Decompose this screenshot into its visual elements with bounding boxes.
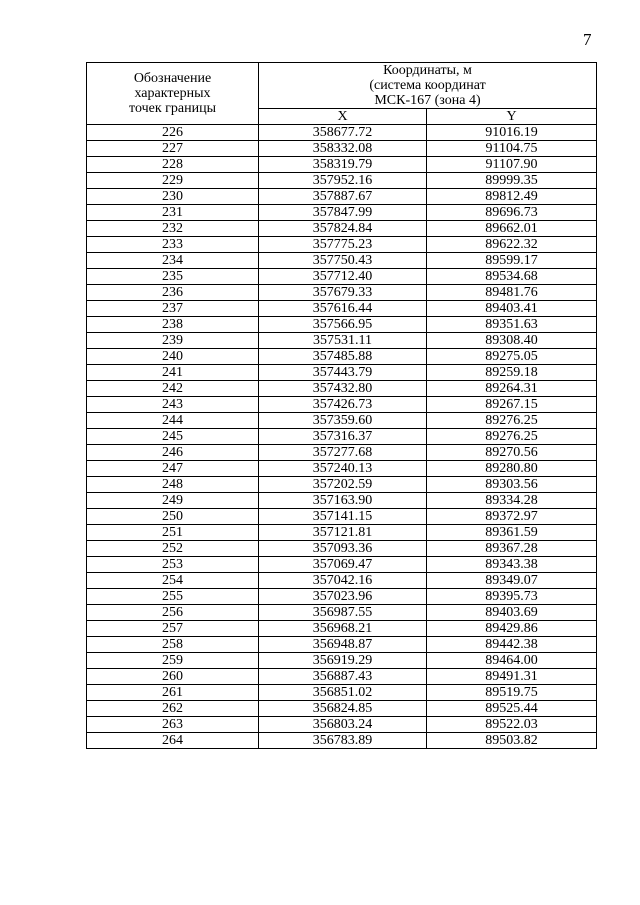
point-cell: 257 (87, 621, 259, 637)
y-cell: 91104.75 (427, 141, 597, 157)
x-cell: 357952.16 (259, 173, 427, 189)
table-row (87, 173, 597, 189)
point-cell: 232 (87, 221, 259, 237)
x-cell: 357141.15 (259, 509, 427, 525)
x-cell: 357566.95 (259, 317, 427, 333)
table-row (87, 685, 597, 701)
point-cell: 261 (87, 685, 259, 701)
y-cell: 89429.86 (427, 621, 597, 637)
table-row (87, 205, 597, 221)
x-cell: 356887.43 (259, 669, 427, 685)
y-cell: 91016.19 (427, 125, 597, 141)
x-cell: 357887.67 (259, 189, 427, 205)
x-cell: 357316.37 (259, 429, 427, 445)
point-cell: 238 (87, 317, 259, 333)
table-row (87, 717, 597, 733)
y-cell: 89522.03 (427, 717, 597, 733)
table-row (87, 589, 597, 605)
point-cell: 245 (87, 429, 259, 445)
table-body (87, 125, 597, 749)
point-cell: 236 (87, 285, 259, 301)
y-cell: 89491.31 (427, 669, 597, 685)
y-cell: 89662.01 (427, 221, 597, 237)
table-row (87, 669, 597, 685)
x-cell: 357847.99 (259, 205, 427, 221)
x-cell: 356824.85 (259, 701, 427, 717)
point-cell: 230 (87, 189, 259, 205)
y-cell: 89534.68 (427, 269, 597, 285)
y-cell: 89343.38 (427, 557, 597, 573)
point-cell: 250 (87, 509, 259, 525)
table-row (87, 429, 597, 445)
table-row (87, 397, 597, 413)
point-cell: 260 (87, 669, 259, 685)
table-row (87, 525, 597, 541)
x-cell: 356851.02 (259, 685, 427, 701)
coords-header-line: Координаты, м (383, 63, 472, 78)
point-cell: 253 (87, 557, 259, 573)
table-row (87, 333, 597, 349)
point-cell: 263 (87, 717, 259, 733)
point-cell: 229 (87, 173, 259, 189)
table-row (87, 493, 597, 509)
table-row (87, 365, 597, 381)
y-cell: 89599.17 (427, 253, 597, 269)
table-row (87, 733, 597, 749)
table-row (87, 125, 597, 141)
x-cell: 357277.68 (259, 445, 427, 461)
point-cell: 246 (87, 445, 259, 461)
x-cell: 358319.79 (259, 157, 427, 173)
y-cell: 89403.41 (427, 301, 597, 317)
x-cell: 357824.84 (259, 221, 427, 237)
x-cell: 356783.89 (259, 733, 427, 749)
y-cell: 89367.28 (427, 541, 597, 557)
table-row (87, 509, 597, 525)
point-cell: 235 (87, 269, 259, 285)
point-cell: 234 (87, 253, 259, 269)
point-cell: 242 (87, 381, 259, 397)
x-cell: 356968.21 (259, 621, 427, 637)
point-cell: 233 (87, 237, 259, 253)
x-cell: 357485.88 (259, 349, 427, 365)
table-row (87, 461, 597, 477)
table-row (87, 573, 597, 589)
y-cell: 89442.38 (427, 637, 597, 653)
table-row (87, 189, 597, 205)
table-row (87, 141, 597, 157)
table-row (87, 381, 597, 397)
point-cell: 255 (87, 589, 259, 605)
x-cell: 357775.23 (259, 237, 427, 253)
x-column-header: X (259, 109, 427, 125)
point-cell: 241 (87, 365, 259, 381)
x-cell: 357426.73 (259, 397, 427, 413)
point-cell: 228 (87, 157, 259, 173)
coordinates-table (86, 62, 597, 749)
table-row (87, 413, 597, 429)
point-cell: 237 (87, 301, 259, 317)
y-cell: 89270.56 (427, 445, 597, 461)
table-row (87, 605, 597, 621)
point-cell: 259 (87, 653, 259, 669)
y-cell: 89696.73 (427, 205, 597, 221)
x-cell: 357121.81 (259, 525, 427, 541)
y-cell: 91107.90 (427, 157, 597, 173)
table-row (87, 621, 597, 637)
y-cell: 89481.76 (427, 285, 597, 301)
y-cell: 89264.31 (427, 381, 597, 397)
x-cell: 357163.90 (259, 493, 427, 509)
coordinates-header (259, 63, 597, 109)
point-cell: 254 (87, 573, 259, 589)
y-cell: 89280.80 (427, 461, 597, 477)
y-cell: 89525.44 (427, 701, 597, 717)
page-number: 7 (583, 30, 592, 49)
point-header-line: характерных (134, 86, 211, 101)
x-cell: 357750.43 (259, 253, 427, 269)
x-cell: 357616.44 (259, 301, 427, 317)
table-row (87, 557, 597, 573)
y-cell: 89403.69 (427, 605, 597, 621)
y-cell: 89372.97 (427, 509, 597, 525)
y-column-header: Y (427, 109, 597, 125)
y-cell: 89519.75 (427, 685, 597, 701)
y-cell: 89361.59 (427, 525, 597, 541)
y-cell: 89812.49 (427, 189, 597, 205)
x-cell: 356987.55 (259, 605, 427, 621)
x-cell: 357531.11 (259, 333, 427, 349)
x-cell: 357443.79 (259, 365, 427, 381)
y-cell: 89308.40 (427, 333, 597, 349)
y-cell: 89349.07 (427, 573, 597, 589)
table-row (87, 157, 597, 173)
table-row (87, 701, 597, 717)
y-cell: 89999.35 (427, 173, 597, 189)
coords-header-line: (система координат (369, 78, 486, 93)
y-cell: 89395.73 (427, 589, 597, 605)
x-cell: 357069.47 (259, 557, 427, 573)
table-row (87, 653, 597, 669)
x-cell: 358332.08 (259, 141, 427, 157)
y-cell: 89276.25 (427, 429, 597, 445)
table-row (87, 541, 597, 557)
point-header-line: Обозначение (133, 71, 212, 86)
table-row (87, 269, 597, 285)
table-row (87, 637, 597, 653)
y-cell: 89303.56 (427, 477, 597, 493)
point-column-header (87, 63, 259, 125)
table-row (87, 253, 597, 269)
y-cell: 89464.00 (427, 653, 597, 669)
x-cell: 357359.60 (259, 413, 427, 429)
x-cell: 357093.36 (259, 541, 427, 557)
point-cell: 252 (87, 541, 259, 557)
point-cell: 248 (87, 477, 259, 493)
x-cell: 357432.80 (259, 381, 427, 397)
table-row (87, 349, 597, 365)
x-cell: 356919.29 (259, 653, 427, 669)
point-cell: 227 (87, 141, 259, 157)
coords-header-line: МСК-167 (зона 4) (374, 93, 481, 108)
point-cell: 249 (87, 493, 259, 509)
point-header-line: точек границы (129, 101, 216, 116)
point-cell: 239 (87, 333, 259, 349)
y-cell: 89334.28 (427, 493, 597, 509)
point-cell: 240 (87, 349, 259, 365)
point-cell: 264 (87, 733, 259, 749)
point-cell: 258 (87, 637, 259, 653)
x-cell: 357023.96 (259, 589, 427, 605)
x-cell: 356948.87 (259, 637, 427, 653)
x-cell: 357712.40 (259, 269, 427, 285)
y-cell: 89275.05 (427, 349, 597, 365)
table-row (87, 317, 597, 333)
point-cell: 256 (87, 605, 259, 621)
y-cell: 89351.63 (427, 317, 597, 333)
point-cell: 243 (87, 397, 259, 413)
table-row (87, 221, 597, 237)
point-cell: 244 (87, 413, 259, 429)
x-cell: 357240.13 (259, 461, 427, 477)
table-row (87, 285, 597, 301)
y-cell: 89503.82 (427, 733, 597, 749)
y-cell: 89267.15 (427, 397, 597, 413)
x-cell: 357202.59 (259, 477, 427, 493)
x-cell: 358677.72 (259, 125, 427, 141)
y-cell: 89276.25 (427, 413, 597, 429)
x-cell: 357679.33 (259, 285, 427, 301)
x-cell: 356803.24 (259, 717, 427, 733)
point-cell: 262 (87, 701, 259, 717)
table-row (87, 301, 597, 317)
point-cell: 226 (87, 125, 259, 141)
point-cell: 231 (87, 205, 259, 221)
point-cell: 251 (87, 525, 259, 541)
table-row (87, 237, 597, 253)
y-cell: 89622.32 (427, 237, 597, 253)
x-cell: 357042.16 (259, 573, 427, 589)
table-row (87, 477, 597, 493)
point-cell: 247 (87, 461, 259, 477)
table-row (87, 445, 597, 461)
y-cell: 89259.18 (427, 365, 597, 381)
table-header-row (87, 63, 597, 109)
